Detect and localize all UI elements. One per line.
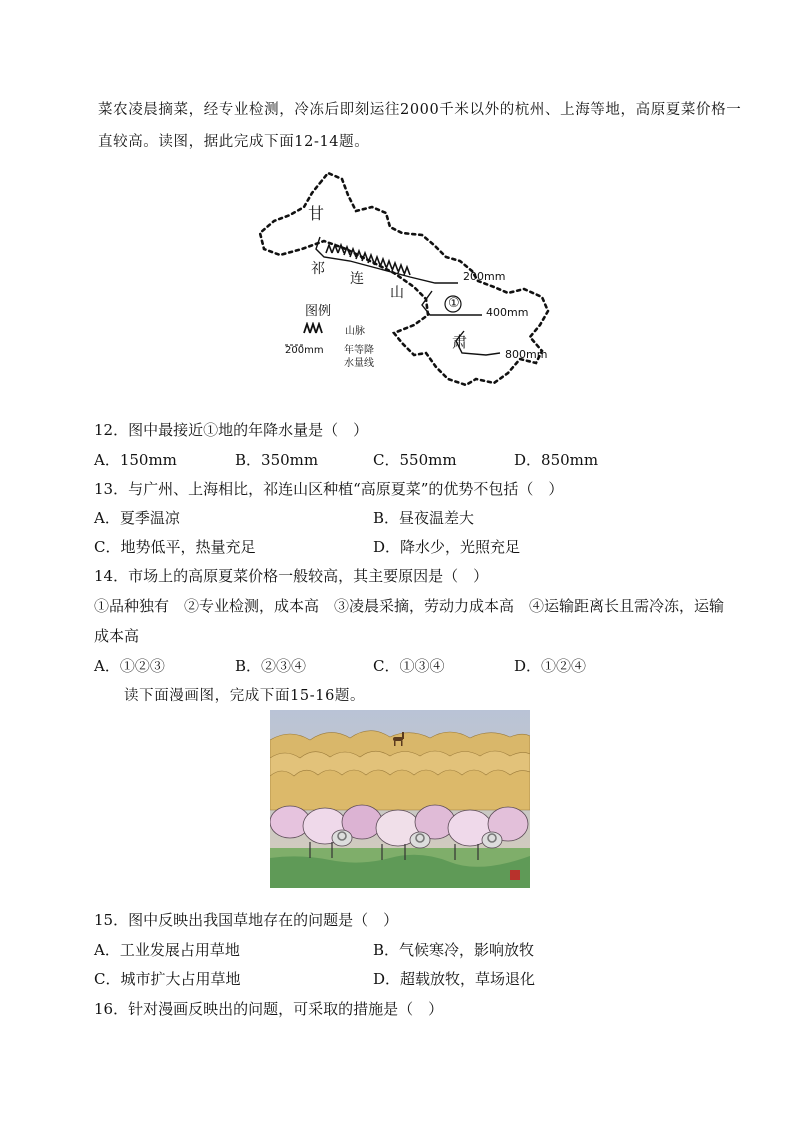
q15-option-c: C．城市扩大占用草地: [94, 970, 241, 988]
artist-seal: [510, 870, 520, 880]
place-marker-1: ①: [448, 296, 460, 311]
q14-option-c: C．①③④: [373, 657, 445, 675]
isohyet-label-800: 800mm: [505, 348, 548, 361]
q14-option-d: D．①②④: [514, 657, 587, 675]
grassland-overgrazing-cartoon: [270, 710, 530, 888]
q14-option-a: A．①②③: [94, 657, 165, 675]
legend-title: 图例: [305, 304, 332, 319]
mountain-char-shan: 山: [390, 285, 404, 301]
q15-option-a: A．工业发展占用草地: [94, 941, 240, 959]
q13-stem: 13．与广州、上海相比，祁连山区种植“高原夏菜”的优势不包括（ ）: [94, 480, 564, 498]
isohyet-label-200: 200mm: [463, 270, 506, 283]
intro-line-2: 直较高。读图，据此完成下面12-14题。: [98, 134, 370, 150]
q14-statements-line-2: 成本高: [94, 627, 140, 645]
province-char-gan: 甘: [308, 204, 325, 223]
isohyet-line-icon: [285, 343, 307, 347]
intro-line-1: 菜农凌晨摘菜，经专业检测，冷冻后即刻运往2000千米以外的杭州、上海等地，高原夏菜价格一: [98, 102, 742, 118]
cartoon-intro: 读下面漫画图，完成下面15-16题。: [124, 688, 366, 704]
legend-mountain-label: 山脉: [345, 326, 365, 337]
mountain-char-lian: 连: [350, 271, 364, 287]
q12-option-b: B．350mm: [235, 451, 319, 469]
q15-stem: 15．图中反映出我国草地存在的问题是（ ）: [94, 911, 399, 929]
q13-option-b: B．昼夜温差大: [373, 509, 475, 527]
q13-option-a: A．夏季温凉: [94, 509, 180, 527]
mountain-char-qi: 祁: [311, 261, 325, 277]
q14-option-b: B．②③④: [235, 657, 307, 675]
q12-option-c: C．550mm: [373, 451, 457, 469]
q14-statements-line-1: ①品种独有 ②专业检测，成本高 ③凌晨采摘，劳动力成本高 ④运输距离长且需冷冻，运输: [94, 597, 725, 615]
legend-line-value: 200mm: [285, 345, 324, 356]
legend-line-label-2: 水量线: [344, 358, 374, 369]
q12-option-d: D．850mm: [514, 451, 599, 469]
q13-option-c: C．地势低平，热量充足: [94, 538, 256, 556]
isohyet-200mm: [316, 237, 458, 283]
legend-line-label-1: 年等降: [344, 345, 374, 356]
isohyet-label-400: 400mm: [486, 306, 529, 319]
legend-mountain-icon: [303, 322, 327, 334]
sand-dunes: [270, 731, 530, 810]
q12-stem: 12．图中最接近①地的年降水量是（ ）: [94, 421, 369, 439]
q14-stem: 14．市场上的高原夏菜价格一般较高，其主要原因是（ ）: [94, 567, 489, 585]
q12-option-a: A．150mm: [94, 451, 177, 469]
mountain-range-icon: [326, 245, 410, 275]
q15-option-d: D．超载放牧，草场退化: [373, 970, 536, 988]
q15-option-b: B．气候寒冷，影响放牧: [373, 941, 535, 959]
province-char-su: 肃: [452, 333, 468, 351]
q16-stem: 16．针对漫画反映出的问题，可采取的措施是（ ）: [94, 1000, 444, 1018]
q13-option-d: D．降水少，光照充足: [373, 538, 521, 556]
